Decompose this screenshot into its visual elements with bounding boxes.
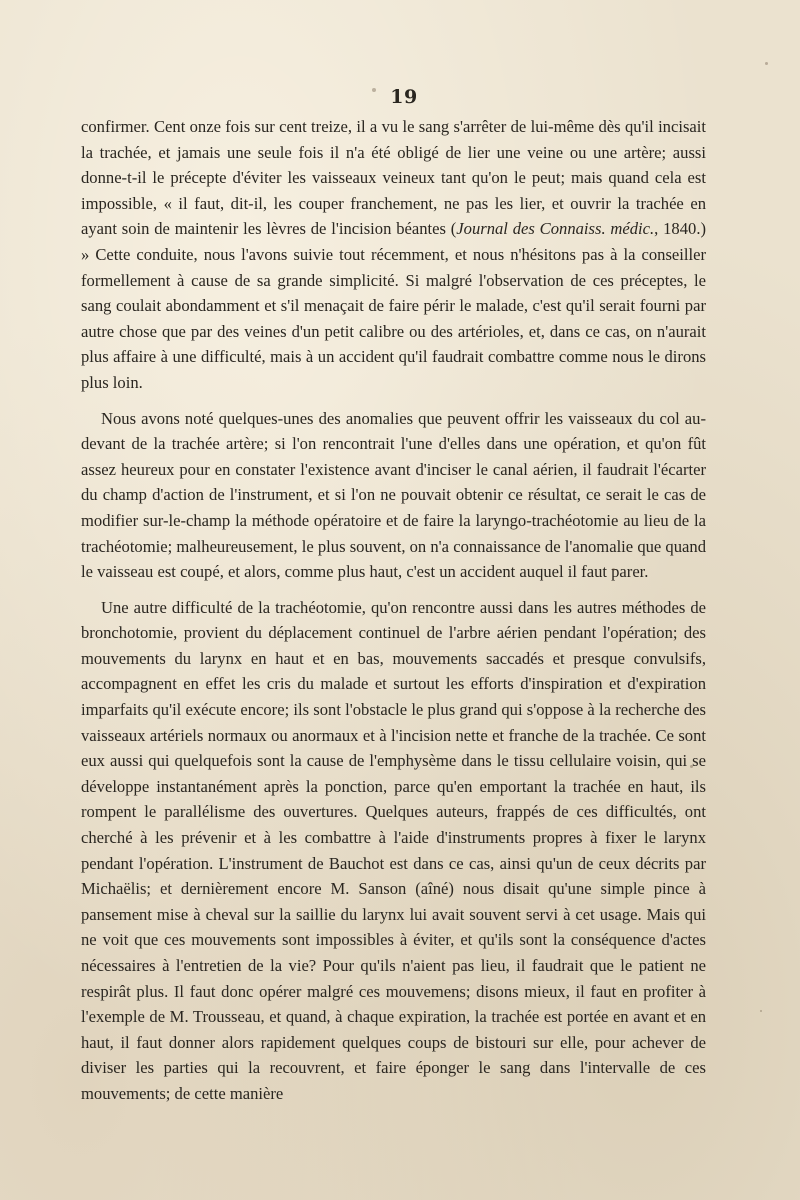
journal-citation: Journal des Connaiss. médic. bbox=[456, 219, 655, 239]
paragraph-1-part-a: confirmer. Cent onze fois sur cent treize, il a vu le sang s'arrêter de lui-même dès qu'il incisait la trachée, et jamais une seule fois il n'a été obligé de lier une veine ou une artère; aussi donne-t-il le précepte d'éviter les vaisseaux veineux tant qu'on le peut; mais quand cela est impossible, « il faut, dit-il, les couper franchement, ne pas les lier, et ouvrir la trachée en ayant soin de maintenir les lèvres de l'incision béantes ( bbox=[81, 117, 706, 239]
paper-speck bbox=[372, 88, 376, 92]
paper-speck bbox=[690, 765, 693, 768]
paragraph-2: Nous avons noté quelques-unes des anomalies que peuvent offrir les vaisseaux du col au-devant de la trachée artère; si l'on rencontrait l'une d'elles dans une opération, et qu'on fût assez heureux pour en constater l'existence avant d'inciser le canal aérien, il faudrait l'écarter du champ d'action de l'instrument, et si l'on ne pouvait obtenir ce résultat, ce serait le cas de modifier sur-le-champ la méthode opératoire et de faire la laryngo-trachéotomie au lieu de la trachéotomie; malheureusement, le plus souvent, on n'a connaissance de l'anomalie que quand le vaisseau est coupé, et alors, comme plus haut, c'est un accident auquel il faut parer. bbox=[81, 408, 706, 582]
paper-speck bbox=[612, 568, 615, 571]
paragraph-1-part-b: , 1840.) » Cette conduite, nous l'avons suivie tout récemment, et nous n'hésitons pas à la conseiller formellement à cause de sa grande simplicité. Si malgré l'observation de ces préceptes, le sang coulait abondamment et s'il menaçait de faire périr le malade, c'est qu'il serait fourni par autre chose que par des veines d'un petit calibre ou des artérioles, et, dans ce cas, on n'aurait plus affaire à une difficulté, mais à un accident qu'il faudrait combattre comme nous le dirons plus loin. bbox=[81, 219, 706, 392]
body-text bbox=[81, 114, 706, 1107]
paper-speck bbox=[765, 62, 768, 65]
paragraph-3: Une autre difficulté de la trachéotomie, qu'on rencontre aussi dans les autres méthodes de bronchotomie, provient du déplacement continuel de l'arbre aérien pendant l'opération; des mouvements du larynx en haut et en bas, mouvements saccadés et presque convulsifs, accompagnent en effet les cris du malade et surtout les efforts d'inspiration et d'expiration imparfaits qu'il exécute encore; ils sont l'obstacle le plus grand qui s'oppose à la recherche des vaisseaux artériels normaux ou anormaux et à l'incision nette et franche de la trachée. Ce sont eux aussi qui quelquefois sont la cause de l'emphysème dans le tissu cellulaire voisin, qui se développe instantanément après la ponction, parce qu'en emportant la trachée en haut, ils rompent le parallélisme des ouvertures. Quelques auteurs, frappés de ces difficultés, ont cherché à les prévenir et à les combattre à l'aide d'instruments propres à fixer le larynx pendant l'opération. L'instrument de Bauchot est dans ce cas, ainsi qu'un de ceux décrits par Michaëlis; et dernièrement encore M. Sanson (aîné) nous disait qu'une simple pince à pansement mise à cheval sur la saillie du larynx lui avait souvent servi à cet usage. Mais qui ne voit que ces mouvements sont impossibles à éviter, et qu'ils sont la conséquence d'actes nécessaires à l'entretien de la vie? Pour qu'ils n'aient pas lieu, il faudrait que le patient ne respirât plus. Il faut donc opérer malgré ces mouvemens; disons mieux, il faut en profiter à l'exemple de M. Trousseau, et quand, à chaque expiration, la trachée est portée en avant et en haut, il faut donner alors rapidement quelques coups de bistouri sur elle, pour achever de diviser les parties qui la recouvrent, et faire éponger le sang dans l'intervalle de ces mouvements; de cette manière bbox=[81, 597, 706, 1103]
page-number: 19 bbox=[390, 86, 418, 108]
paragraph-1 bbox=[81, 114, 706, 396]
paper-speck bbox=[760, 1010, 762, 1012]
